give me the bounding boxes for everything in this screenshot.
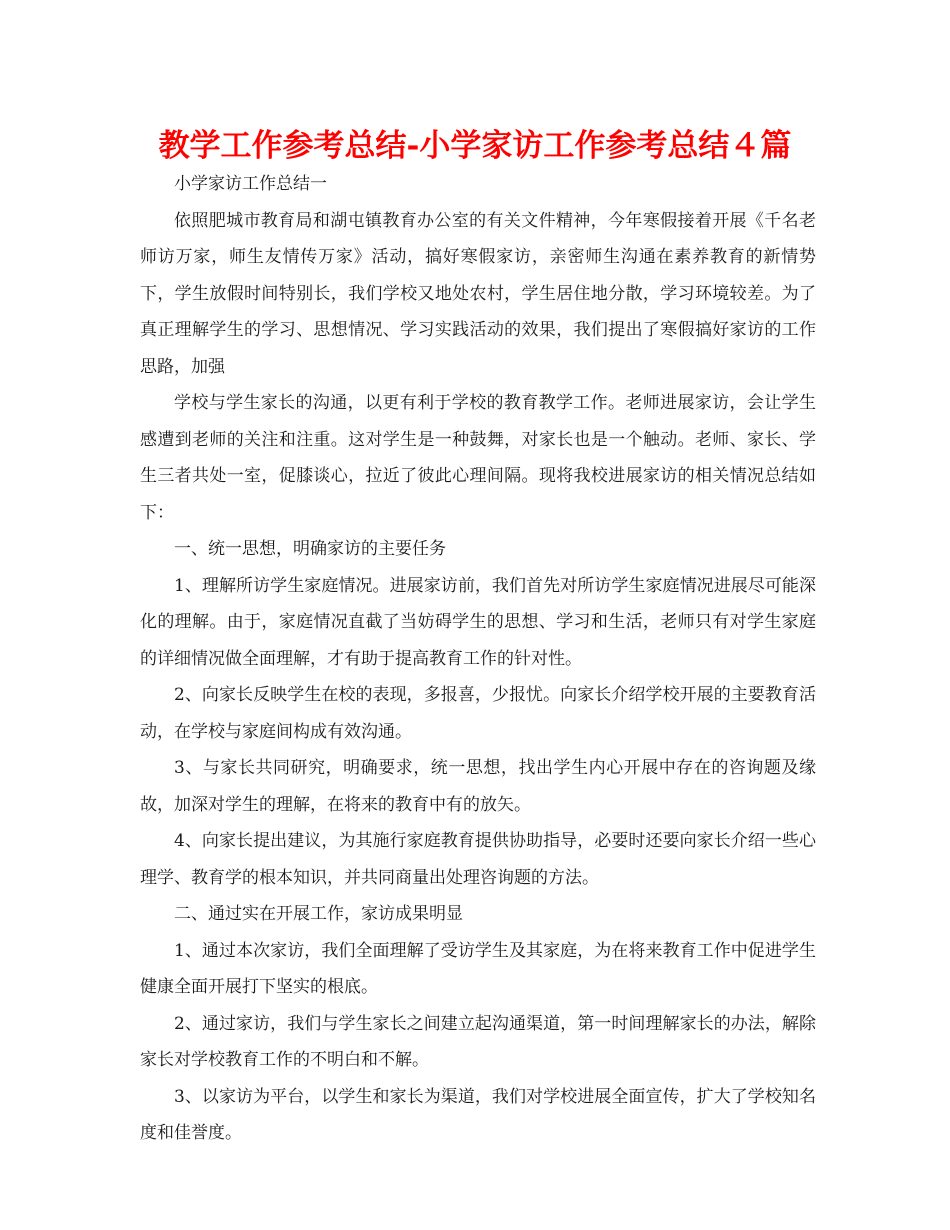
paragraph: 2、通过家访，我们与学生家长之间建立起沟通渠道，第一时间理解家长的办法，解除家长对学校教育工作的不明白和不解。 [140,1013,816,1070]
paragraph: 2、向家长反映学生在校的表现，多报喜，少报忧。向家长介绍学校开展的主要教育活动，在学校与家庭间构成有效沟通。 [140,685,816,742]
document-title: 教学工作参考总结-小学家访工作参考总结４篇 [158,128,792,164]
paragraph: 3、以家访为平台，以学生和家长为渠道，我们对学校进展全面宣传，扩大了学校知名度和佳誉度。 [140,1086,816,1143]
paragraph: 4、向家长提出建议，为其施行家庭教育提供协助指导，必要时还要向家长介绍一些心理学、教育学的根本知识，并共同商量出处理咨询题的方法。 [140,831,816,888]
paragraph: 3、与家长共同研究，明确要求，统一思想，找出学生内心开展中存在的咨询题及缘故，加深对学生的理解，在将来的教育中有的放矢。 [140,758,816,815]
paragraph: 1、理解所访学生家庭情况。进展家访前，我们首先对所访学生家庭情况进展尽可能深化的理解。由于，家庭情况直截了当妨碍学生的思想、学习和生活，老师只有对学生家庭的详细情况做全面理解，才有助于提高教育工作的针对性。 [140,575,816,669]
paragraph: 依照肥城市教育局和湖屯镇教育办公室的有关文件精神，今年寒假接着开展《千名老师访万家，师生友情传万家》活动，搞好寒假家访，亲密师生沟通在素养教育的新情势下，学生放假时间特别长，我们学校又地处农村，学生居住地分散，学习环境较差。为了真正理解学生的学习、思想情况、学习实践活动的效果，我们提出了寒假搞好家访的工作思路，加强 [140,210,816,377]
section-heading: 小学家访工作总结一 [174,174,327,194]
document-body [140,166,816,1152]
paragraph: 学校与学生家长的沟通，以更有利于学校的教育教学工作。老师进展家访，会让学生感遭到老师的关注和注重。这对学生是一种鼓舞，对家长也是一个触动。老师、家长、学生三者共处一室，促膝谈心，拉近了彼此心理间隔。现将我校进展家访的相关情况总结如下： [140,393,816,523]
section-heading: 一、统一思想，明确家访的主要任务 [174,539,446,559]
paragraph: 1、通过本次家访，我们全面理解了受访学生及其家庭，为在将来教育工作中促进学生健康全面开展打下坚实的根底。 [140,940,816,997]
section-heading: 二、通过实在开展工作，家访成果明显 [174,904,463,924]
